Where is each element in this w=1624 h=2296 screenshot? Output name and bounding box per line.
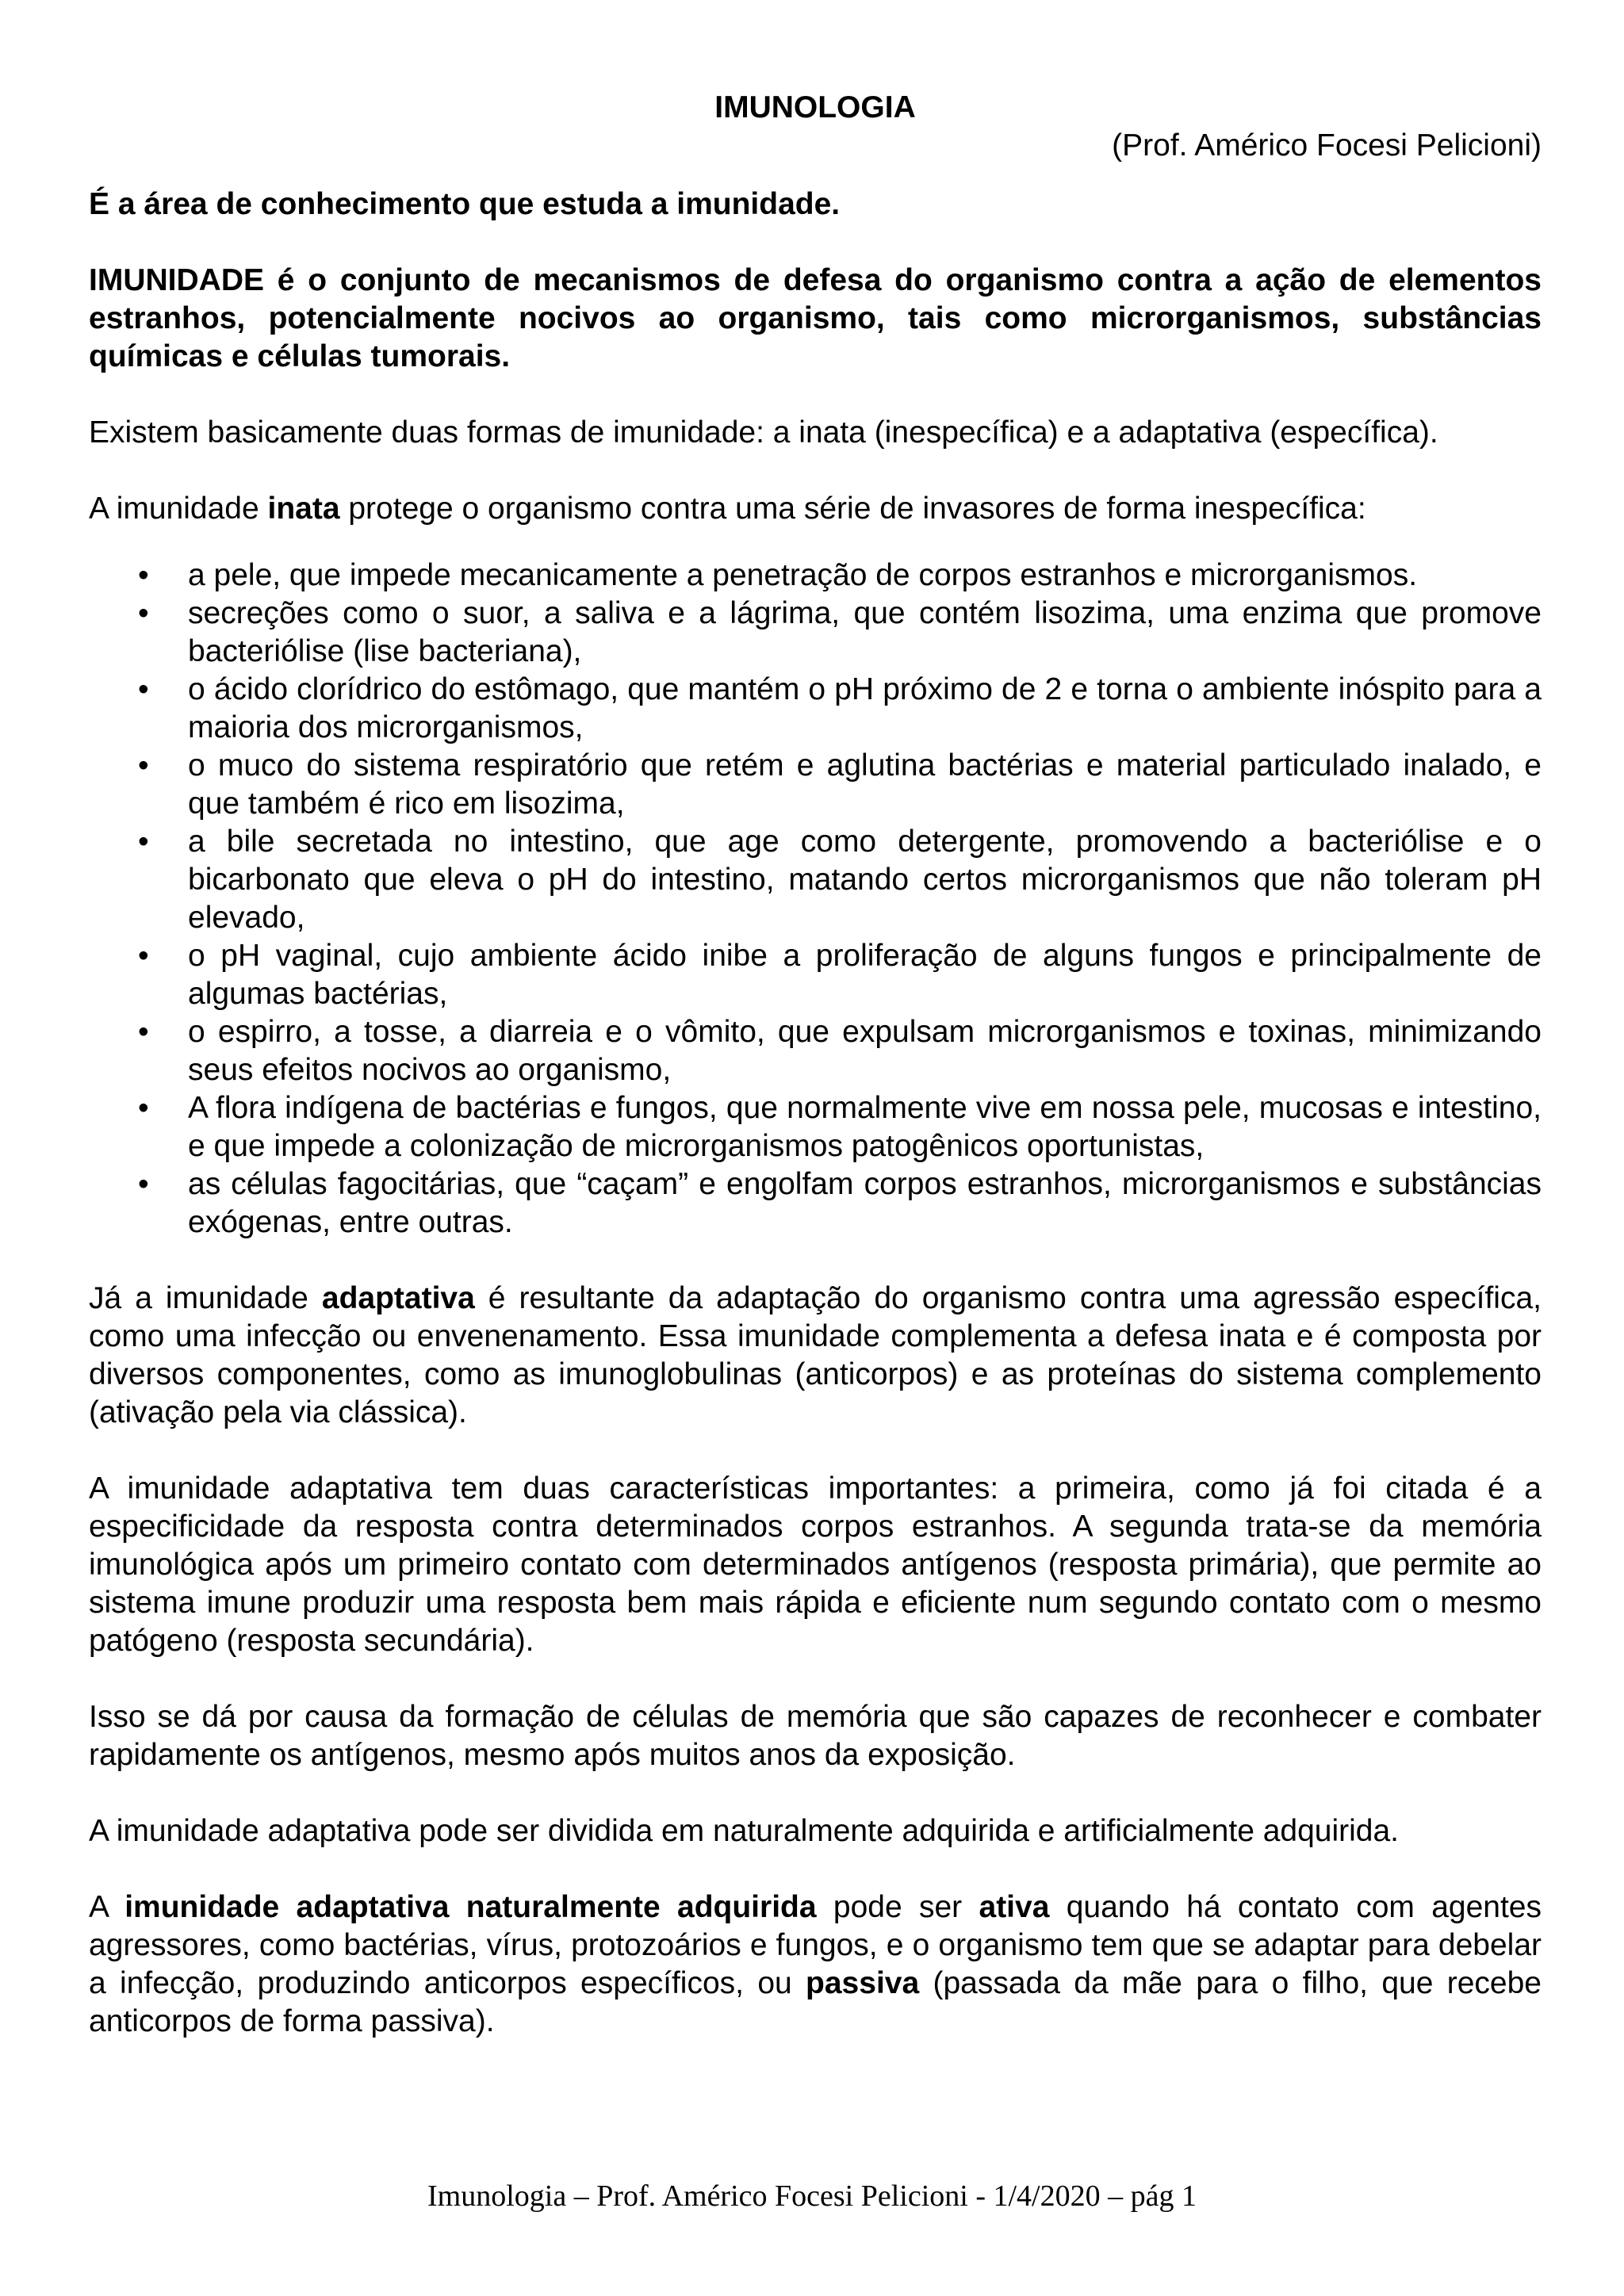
bullet-icon: • [138,939,149,973]
list-item [89,823,1542,937]
list-item-text: o espirro, a tosse, a diarreia e o vômito, que expulsam microrganismos e toxinas, minimizando seus efeitos nocivos ao organismo, [188,1015,1542,1087]
list-item [89,671,1542,747]
list-item-text: o muco do sistema respiratório que retém e aglutina bactérias e material particulado inalado, e que também é rico em lisozima, [188,748,1542,821]
forms-paragraph: Existem basicamente duas formas de imunidade: a inata (inespecífica) e a adaptativa (específica). [89,415,1438,450]
bullet-icon: • [138,825,149,859]
list-item [89,1013,1542,1089]
innate-intro-paragraph [89,490,1542,528]
bullet-icon: • [138,748,149,783]
list-item-text: as células fagocitárias, que “caçam” e engolfam corpos estranhos, microrganismos e substâncias exógenas, entre outras. [188,1167,1542,1239]
natural-p2: pode ser [816,1890,979,1924]
list-item [89,1165,1542,1242]
page-footer: Imunologia – Prof. Américo Focesi Pelicioni - 1/4/2020 – pág 1 [427,2179,1197,2213]
adaptive-pre: Já a imunidade [89,1281,322,1315]
intro-line: É a área de conhecimento que estuda a imunidade. [89,187,841,221]
innate-defenses-list [89,557,1542,1242]
innate-intro-post: protege o organismo contra uma série de invasores de forma inespecífica: [339,492,1366,526]
active-term: ativa [979,1890,1050,1924]
bullet-icon: • [138,1015,149,1049]
list-item [89,557,1542,595]
natural-term: imunidade adaptativa naturalmente adquirida [124,1890,817,1924]
list-item [89,747,1542,823]
list-item-text: a bile secretada no intestino, que age como detergente, promovendo a bacteriólise e o bicarbonato que eleva o pH do intestino, matando certos microrganismos que não toleram pH elevado, [188,825,1542,935]
natural-immunity-paragraph [89,1888,1542,2041]
author-line: (Prof. Américo Focesi Pelicioni) [1112,128,1542,163]
document-title: IMUNOLOGIA [714,90,916,124]
list-item-text: secreções como o suor, a saliva e a lágrima, que contém lisozima, uma enzima que promove bacteriólise (lise bacteriana), [188,596,1542,668]
list-item-text: o pH vaginal, cujo ambiente ácido inibe a proliferação de alguns fungos e principalmente de algumas bactérias, [188,939,1542,1011]
bullet-icon: • [138,1167,149,1201]
list-item [89,937,1542,1013]
list-item-text: o ácido clorídrico do estômago, que mantém o pH próximo de 2 e torna o ambiente inóspito para a maioria dos microrganismos, [188,672,1542,744]
bullet-icon: • [138,1091,149,1125]
innate-term: inata [267,492,340,526]
definition-paragraph: IMUNIDADE é o conjunto de mecanismos de defesa do organismo contra a ação de elementos estranhos, potencialmente nocivos ao organismo, tais como microrganismos, substâncias químicas e células tumorais. [89,263,1542,373]
passive-term: passiva [806,1966,920,2000]
list-item [89,1089,1542,1165]
list-item-text: a pele, que impede mecanicamente a penetração de corpos estranhos e microrganismos. [188,558,1418,592]
document-body [89,89,1542,2079]
bullet-icon: • [138,558,149,592]
adaptive-paragraph [89,1280,1542,1432]
adaptive-term: adaptativa [321,1281,475,1315]
memory-paragraph: Isso se dá por causa da formação de células de memória que são capazes de reconhecer e combater rapidamente os antígenos, mesmo após muitos anos da exposição. [89,1700,1542,1772]
characteristics-paragraph: A imunidade adaptativa tem duas características importantes: a primeira, como já foi citada é a especificidade da resposta contra determinados corpos estranhos. A segunda trata-se da memória imunológica após um primeiro contato com determinados antígenos (resposta primária), que permite ao sistema imune produzir uma resposta bem mais rápida e eficiente num segundo contato com o mesmo patógeno (resposta secundária). [89,1471,1542,1658]
natural-p4: (passada da mãe para o filho, que recebe anticorpos de forma passiva). [89,1966,1542,2038]
natural-p3: quando há contato com agentes agressores, como bactérias, vírus, protozoários e fungos, e o organismo tem que se adaptar para debelar a infecção, produzindo anticorpos específicos, ou [89,1890,1542,2000]
innate-intro-pre: A imunidade [89,492,268,526]
list-item [89,595,1542,671]
bullet-icon: • [138,596,149,630]
adaptive-post: é resultante da adaptação do organismo contra uma agressão específica, como uma infecção ou envenenamento. Essa imunidade complementa a defesa inata e é composta por diversos componentes, como as imunoglobulinas (anticorpos) e as proteínas do sistema complemento (ativação pela via clássica). [89,1281,1542,1429]
division-paragraph: A imunidade adaptativa pode ser dividida em naturalmente adquirida e artificialmente adquirida. [89,1814,1400,1848]
natural-p1: A [89,1890,125,1924]
list-item-text: A flora indígena de bactérias e fungos, que normalmente vive em nossa pele, mucosas e intestino, e que impede a colonização de microrganismos patogênicos oportunistas, [188,1091,1542,1163]
bullet-icon: • [138,672,149,706]
